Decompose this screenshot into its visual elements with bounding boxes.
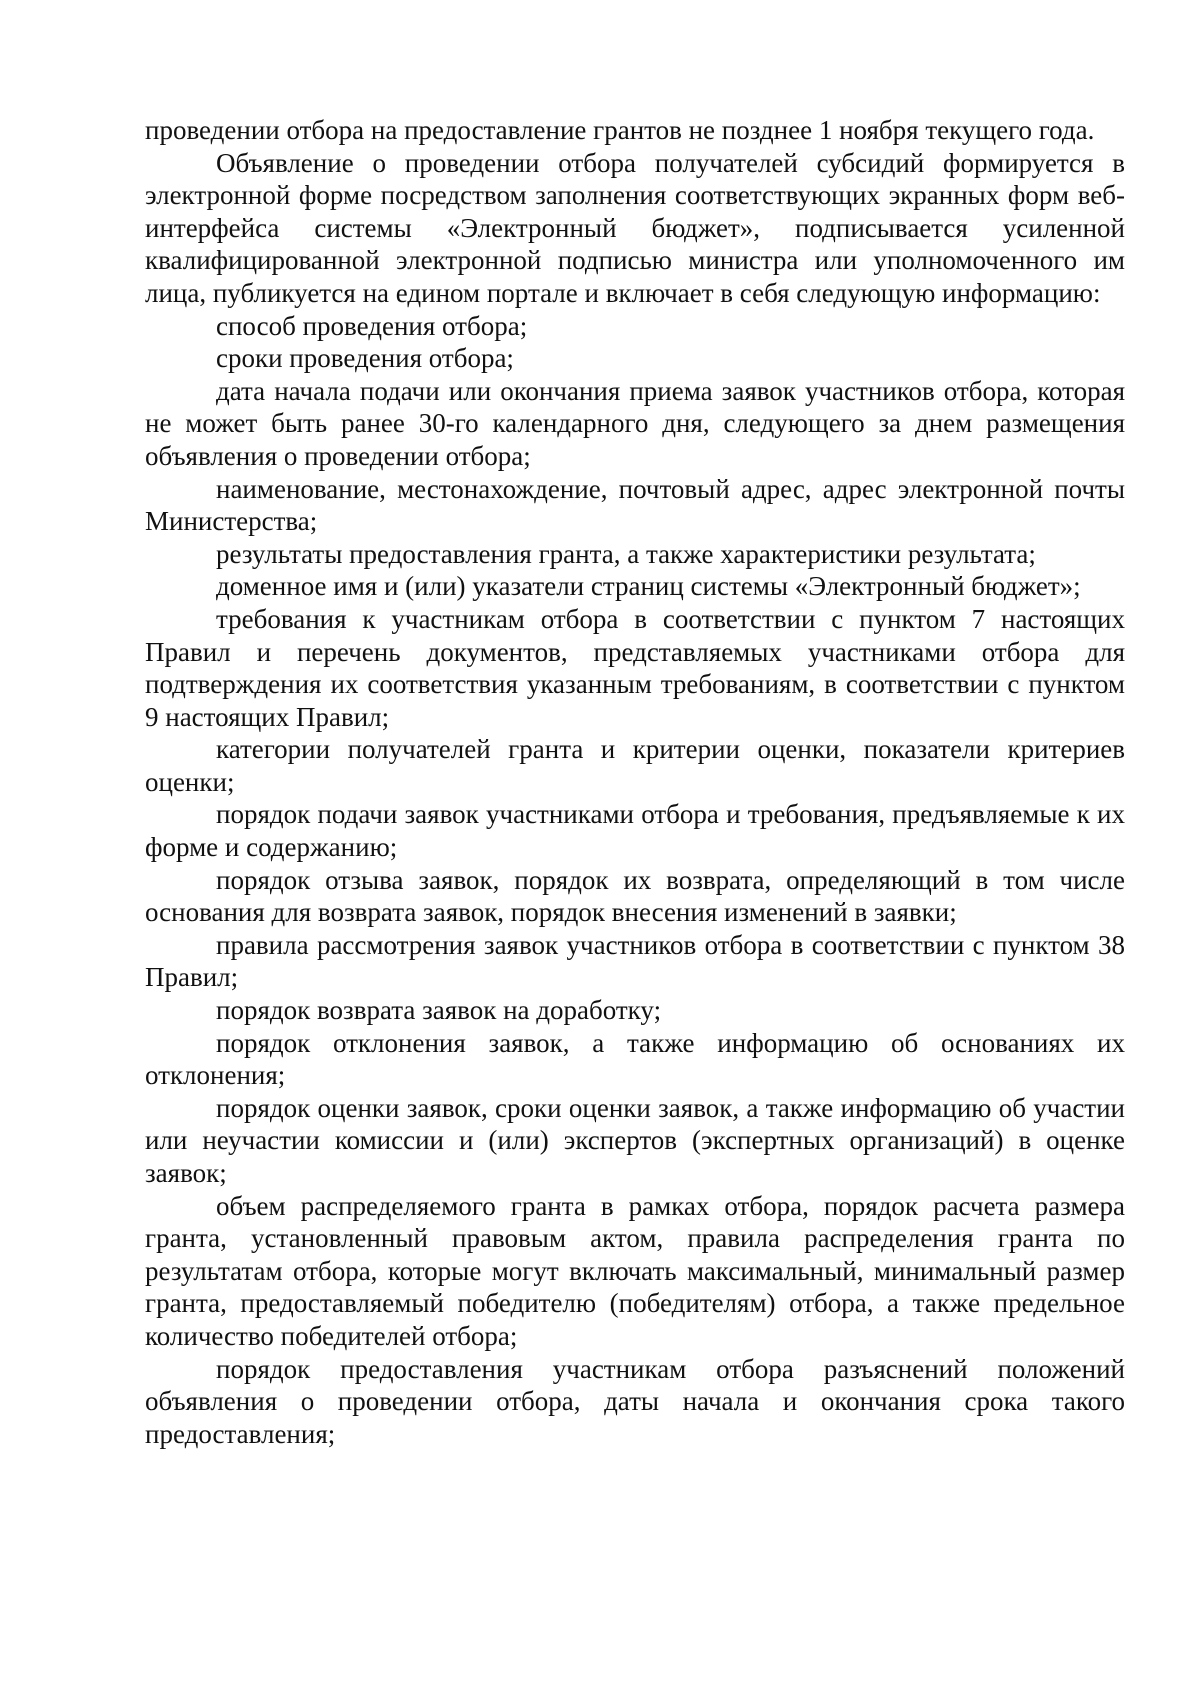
- list-item-evaluation-procedure: порядок оценки заявок, сроки оценки заявок, а также информацию об участии или неучастии комиссии и (или) экспертов (экспертных организаций) в оценке заявок;: [145, 1092, 1125, 1188]
- document-body: [145, 114, 1125, 1450]
- list-item-application-dates: дата начала подачи или окончания приема заявок участников отбора, которая не может быть ранее 30-го календарного дня, следующего за днем размещения объявления о проведении отбора;: [145, 375, 1125, 471]
- list-item-selection-terms: сроки проведения отбора;: [216, 343, 514, 374]
- list-item-rejection-procedure: порядок отклонения заявок, а также информацию об основаниях их отклонения;: [145, 1027, 1125, 1091]
- list-item-review-rules: правила рассмотрения заявок участников отбора в соответствии с пунктом 38 Правил;: [145, 929, 1125, 993]
- list-item-return-for-revision: порядок возврата заявок на доработку;: [216, 995, 662, 1026]
- list-item-submission-procedure: порядок подачи заявок участниками отбора и требования, предъявляемые к их форме и содержанию;: [145, 799, 1125, 863]
- list-item-participant-requirements: требования к участникам отбора в соответствии с пунктом 7 настоящих Правил и перечень документов, представляемых участниками отбора для подтверждения их соответствия указанным требованиям, в соответствии с пунктом 9 настоящих Правил;: [145, 603, 1125, 732]
- paragraph-announcement-intro: Объявление о проведении отбора получателей субсидий формируется в электронной форме посредством заполнения соответствующих экранных форм веб-интерфейса системы «Электронный бюджет», подписывается усиленной квалифицированной электронной подписью министра или уполномоченного им лица, публикуется на едином портале и включает в себя следующую информацию:: [145, 147, 1125, 308]
- list-item-domain-name: доменное имя и (или) указатели страниц системы «Электронный бюджет»;: [216, 571, 1081, 602]
- paragraph-continuation: проведении отбора на предоставление грантов не позднее 1 ноября текущего года.: [145, 115, 1095, 145]
- list-item-selection-method: способ проведения отбора;: [216, 310, 528, 341]
- list-item-ministry-contacts: наименование, местонахождение, почтовый адрес, адрес электронной почты Министерства;: [145, 473, 1125, 537]
- list-item-grant-results: результаты предоставления гранта, а также характеристики результата;: [216, 538, 1036, 569]
- list-item-withdrawal-procedure: порядок отзыва заявок, порядок их возврата, определяющий в том числе основания для возврата заявок, порядок внесения изменений в заявки;: [145, 864, 1125, 928]
- list-item-grant-volume: объем распределяемого гранта в рамках отбора, порядок расчета размера гранта, установленный правовым актом, правила распределения гранта по результатам отбора, которые могут включать максимальный, минимальный размер гранта, предоставляемый победителю (победителям) отбора, а также предельное количество победителей отбора;: [145, 1190, 1125, 1351]
- list-item-recipient-categories: категории получателей гранта и критерии оценки, показатели критериев оценки;: [145, 734, 1125, 797]
- list-item-clarifications: порядок предоставления участникам отбора разъяснений положений объявления о проведении отбора, даты начала и окончания срока такого предоставления;: [145, 1353, 1125, 1449]
